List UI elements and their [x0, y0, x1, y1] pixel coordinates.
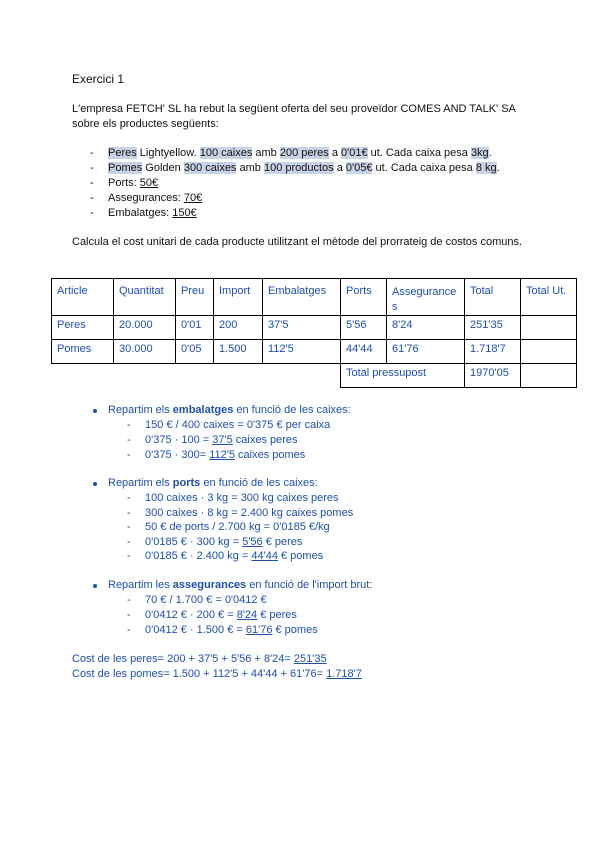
table-cell: 30.000 — [114, 340, 176, 364]
bold-text: assegurances — [172, 579, 247, 591]
text: ut. Cada caixa pesa — [372, 162, 476, 174]
text: € peres — [257, 609, 297, 621]
text: 0'0185 € · 2.400 kg = — [145, 550, 252, 562]
table-cell: 61'76 — [387, 340, 465, 364]
text: a — [328, 147, 342, 159]
underlined-value: 251'35 — [293, 653, 327, 665]
dash-marker: - — [127, 507, 131, 519]
header-cell: Article — [52, 279, 114, 316]
ports-line: 300 caixes · 8 kg = 2.400 kg caixes pomes — [145, 507, 354, 519]
table-cell: 8'24 — [387, 316, 465, 340]
table-cell: Peres — [52, 316, 114, 340]
bullet-dot — [93, 584, 97, 588]
text: Golden — [142, 162, 184, 174]
dash-marker: - — [127, 449, 131, 461]
text: 0'375 · 100 = — [145, 434, 213, 446]
underlined-value: 50€ — [139, 177, 159, 189]
table-cell: 0'05 — [176, 340, 214, 364]
offer-item-ports — [108, 177, 158, 189]
intro-line-1: L'empresa FETCH' SL ha rebut la següent oferta del seu proveïdor COMES AND TALK' SA — [72, 103, 516, 115]
cost-table — [51, 278, 577, 388]
embalatges-line — [145, 449, 305, 461]
text: € peres — [262, 536, 303, 548]
offer-item-peres — [108, 147, 492, 159]
table-cell — [521, 364, 577, 388]
text: caixes peres — [232, 434, 298, 446]
dash-marker: - — [90, 147, 94, 159]
underlined-value: 61'76 — [245, 624, 273, 636]
ports-heading — [108, 477, 318, 489]
text: € pomes — [277, 550, 324, 562]
dash-marker: - — [127, 521, 131, 533]
ports-line — [145, 550, 323, 562]
offer-item-embalatges — [108, 207, 197, 219]
text: Repartim els — [108, 404, 173, 416]
hl-text: 100 productos — [263, 162, 334, 174]
text: Repartim els — [108, 477, 173, 489]
text: en funció de les caixes: — [200, 477, 318, 489]
dash-marker: - — [127, 492, 131, 504]
table-total-row — [52, 364, 577, 388]
empty-cell — [114, 364, 176, 388]
text: 0'0412 € · 1.500 € = — [145, 624, 246, 636]
ports-line — [145, 536, 302, 548]
bold-text: embalatges — [172, 404, 234, 416]
intro-line-2: sobre els productes següents: — [72, 118, 219, 130]
table-cell: 1.718'7 — [465, 340, 521, 364]
ports-line: 100 caixes · 3 kg = 300 kg caixes peres — [145, 492, 339, 504]
embalatges-heading — [108, 404, 351, 416]
text: . — [488, 147, 492, 159]
text: ut. Cada caixa pesa — [367, 147, 471, 159]
hl-text: 0'01€ — [341, 147, 368, 159]
total-value-cell: 1970'05 — [465, 364, 521, 388]
header-cell: Total — [465, 279, 521, 316]
text: amb — [252, 147, 280, 159]
text: Ports: — [108, 177, 140, 189]
underlined-value: 112'5 — [209, 449, 235, 461]
table-cell: 1.500 — [214, 340, 263, 364]
underlined-value: 70€ — [183, 192, 203, 204]
underlined-value: 150€ — [172, 207, 197, 219]
bullet-dot — [93, 409, 97, 413]
dash-marker: - — [127, 550, 131, 562]
table-row — [52, 316, 577, 340]
dash-marker: - — [90, 207, 94, 219]
table-cell: 37'5 — [263, 316, 341, 340]
text: € pomes — [272, 624, 318, 636]
dash-marker: - — [127, 624, 131, 636]
hl-text: Pomes — [108, 162, 143, 174]
text: Embalatges: — [108, 207, 173, 219]
text: amb — [236, 162, 264, 174]
empty-cell — [176, 364, 214, 388]
hl-text: 3kg — [470, 147, 489, 159]
offer-item-assegurances — [108, 192, 202, 204]
text: Cost de les peres= 200 + 37'5 + 5'56 + 8'24= — [72, 653, 294, 665]
empty-cell — [263, 364, 341, 388]
hl-text: 300 caixes — [183, 162, 237, 174]
embalatges-line — [145, 434, 298, 446]
table-cell: 5'56 — [341, 316, 387, 340]
dash-marker: - — [127, 594, 131, 606]
header-cell: Total Ut. — [521, 279, 577, 316]
bold-text: ports — [172, 477, 201, 489]
dash-marker: - — [127, 536, 131, 548]
dash-marker: - — [90, 162, 94, 174]
dash-marker: - — [90, 177, 94, 189]
empty-cell — [52, 364, 114, 388]
table-cell: Pomes — [52, 340, 114, 364]
exercise-title: Exercici 1 — [72, 72, 125, 86]
header-cell: Quantitat — [114, 279, 176, 316]
text: caixes pomes — [234, 449, 306, 461]
text: Cost de les pomes= 1.500 + 112'5 + 44'44 + 61'76= — [72, 668, 327, 680]
underlined-value: 5'56 — [242, 536, 263, 548]
empty-cell — [214, 364, 263, 388]
embalatges-line: 150 € / 400 caixes = 0'375 € per caixa — [145, 419, 331, 431]
total-label-cell: Total pressupost — [341, 364, 465, 388]
bullet-dot — [93, 482, 97, 486]
underlined-value: 1.718'7 — [326, 668, 362, 680]
assegurances-line — [145, 609, 297, 621]
text: Repartim les — [108, 579, 173, 591]
text: 0'0185 € · 300 kg = — [145, 536, 243, 548]
hl-text: 8 kg — [475, 162, 497, 174]
hl-text: 200 peres — [279, 147, 329, 159]
text: Lightyellow. — [136, 147, 200, 159]
assegurances-line — [145, 624, 318, 636]
header-cell: Import — [214, 279, 263, 316]
header-cell: Embalatges — [263, 279, 341, 316]
hl-text: 100 caixes — [199, 147, 253, 159]
table-cell — [521, 340, 577, 364]
dash-marker: - — [127, 609, 131, 621]
underlined-value: 8'24 — [236, 609, 258, 621]
text: en funció de l'import brut: — [246, 579, 373, 591]
header-cell: Ports — [341, 279, 387, 316]
text: 0'375 · 300= — [145, 449, 210, 461]
text: . — [496, 162, 500, 174]
ports-line: 50 € de ports / 2.700 kg = 0'0185 €/kg — [145, 521, 330, 533]
text: en funció de les caixes: — [233, 404, 351, 416]
table-cell: 20.000 — [114, 316, 176, 340]
table-cell: 0'01 — [176, 316, 214, 340]
dash-marker: - — [127, 419, 131, 431]
cost-pomes-line — [72, 668, 362, 680]
underlined-value: 44'44 — [251, 550, 278, 562]
cost-peres-line — [72, 653, 327, 665]
offer-item-pomes — [108, 162, 500, 174]
table-row — [52, 340, 577, 364]
table-cell: 44'44 — [341, 340, 387, 364]
table-cell: 200 — [214, 316, 263, 340]
assegurances-line: 70 € / 1.700 € = 0'0412 € — [145, 594, 267, 606]
question-text: Calcula el cost unitari de cada producte utilitzant el mètode del prorrateig de costos comuns. — [72, 236, 523, 248]
table-cell — [521, 316, 577, 340]
table-header-row — [52, 279, 577, 316]
dash-marker: - — [90, 192, 94, 204]
table-cell: 251'35 — [465, 316, 521, 340]
hl-text: Peres — [108, 147, 137, 159]
table-cell: 112'5 — [263, 340, 341, 364]
hl-text: 0'05€ — [345, 162, 373, 174]
text: a — [333, 162, 346, 174]
dash-marker: - — [127, 434, 131, 446]
underlined-value: 37'5 — [212, 434, 233, 446]
header-cell: Preu — [176, 279, 214, 316]
assegurances-heading — [108, 579, 372, 591]
text: 0'0412 € · 200 € = — [145, 609, 237, 621]
text: Assegurances: — [108, 192, 184, 204]
header-cell: Assegurance s — [387, 279, 465, 316]
